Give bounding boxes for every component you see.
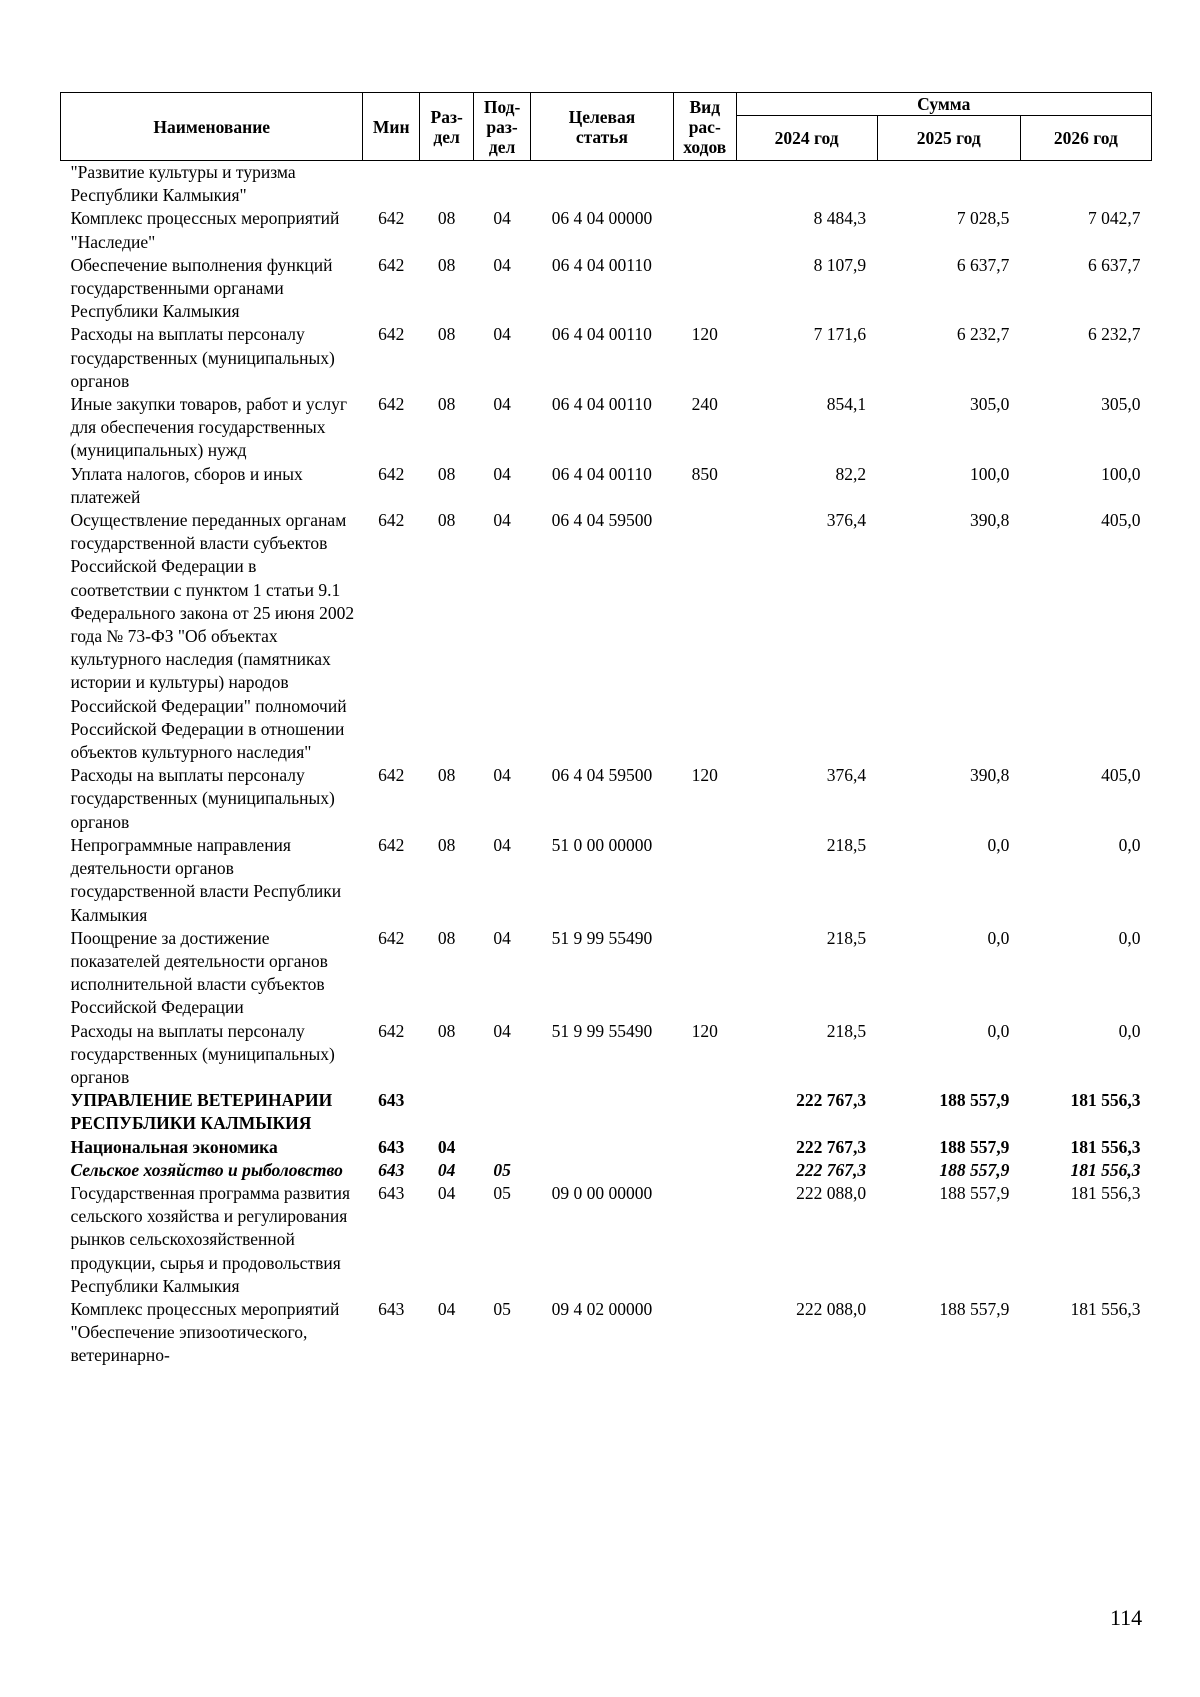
- table-row: [61, 254, 1152, 324]
- header-razdel: Раз- дел: [419, 93, 473, 161]
- cell-2026: 305,0: [1101, 394, 1141, 415]
- cell-2025: 7 028,5: [956, 208, 1010, 229]
- cell-2025: 6 637,7: [956, 254, 1010, 275]
- cell-2024: 376,4: [826, 765, 867, 786]
- cell-celevaya: [530, 1136, 673, 1159]
- cell-podrazdel: 04: [493, 463, 511, 484]
- cell-podrazdel: 04: [493, 1020, 511, 1041]
- cell-podrazdel: 04: [493, 254, 511, 275]
- cell-2026: 181 556,3: [1070, 1136, 1141, 1157]
- cell-podrazdel: 04: [493, 927, 511, 948]
- table-row: [61, 323, 1152, 393]
- cell-2024: 854,1: [826, 394, 867, 415]
- table-body: [61, 161, 1152, 1368]
- cell-celevaya: 51 9 99 55490: [551, 927, 653, 948]
- cell-2024: 7 171,6: [813, 324, 867, 345]
- cell-min: 642: [378, 927, 405, 948]
- cell-2026: 181 556,3: [1070, 1159, 1141, 1180]
- cell-vid: 120: [691, 324, 718, 345]
- cell-2026: 0,0: [1118, 834, 1141, 855]
- cell-vid: [674, 927, 737, 1020]
- cell-razdel: 08: [437, 1020, 456, 1041]
- cell-podrazdel: [474, 1136, 530, 1159]
- table-row: [61, 1089, 1152, 1135]
- cell-min: 642: [378, 765, 405, 786]
- cell-name: Расходы на выплаты персоналу государственных (муниципальных) органов: [70, 324, 335, 391]
- cell-razdel: 08: [437, 927, 456, 948]
- cell-min: 643: [378, 1090, 405, 1111]
- cell-razdel: 04: [437, 1182, 456, 1203]
- cell-name: Расходы на выплаты персоналу государственных (муниципальных) органов: [70, 1020, 335, 1087]
- table-row: [61, 393, 1152, 463]
- cell-2026: 181 556,3: [1070, 1090, 1141, 1111]
- cell-vid: [674, 1182, 737, 1298]
- cell-vid: [674, 1159, 737, 1182]
- cell-podrazdel: 04: [493, 510, 511, 531]
- cell-2025: 0,0: [987, 834, 1010, 855]
- cell-2024: 218,5: [826, 1020, 867, 1041]
- cell-razdel: [419, 1089, 473, 1135]
- cell-2026: 181 556,3: [1070, 1298, 1141, 1319]
- cell-2026: 6 232,7: [1088, 324, 1141, 345]
- cell-razdel: 08: [437, 208, 456, 229]
- cell-2024: 222 767,3: [796, 1090, 867, 1111]
- cell-name: Непрограммные направления деятельности органов государственной власти Республики Калмыкия: [70, 834, 342, 925]
- cell-celevaya: 09 0 00 00000: [551, 1182, 653, 1203]
- cell-vid: 850: [691, 463, 718, 484]
- cell-2026: 405,0: [1101, 765, 1141, 786]
- page-number: 114: [1110, 1605, 1143, 1630]
- cell-2026: 181 556,3: [1070, 1182, 1141, 1203]
- cell-2025: 305,0: [969, 394, 1010, 415]
- cell-celevaya: 06 4 04 00000: [551, 208, 653, 229]
- cell-vid: [674, 1089, 737, 1135]
- cell-2025: 188 557,9: [939, 1159, 1010, 1180]
- cell-podrazdel: [474, 1089, 530, 1135]
- cell-2026: [1020, 161, 1151, 208]
- cell-2025: 0,0: [987, 1020, 1010, 1041]
- cell-celevaya: 51 0 00 00000: [551, 834, 653, 855]
- cell-2024: 222 088,0: [796, 1182, 867, 1203]
- cell-vid: [674, 161, 737, 208]
- cell-2025: [877, 161, 1020, 208]
- cell-2026: 6 637,7: [1088, 254, 1141, 275]
- cell-2026: 0,0: [1118, 1020, 1141, 1041]
- cell-min: 643: [378, 1182, 405, 1203]
- header-year-2025: 2025 год: [877, 116, 1020, 161]
- cell-min: 642: [378, 254, 405, 275]
- cell-name: Поощрение за достижение показателей деятельности органов исполнительной власти субъектов Российской Федерации: [70, 927, 328, 1018]
- cell-razdel: 08: [437, 834, 456, 855]
- cell-razdel: 08: [437, 254, 456, 275]
- cell-2026: 0,0: [1118, 927, 1141, 948]
- cell-2025: 188 557,9: [939, 1136, 1010, 1157]
- cell-2024: 82,2: [835, 463, 867, 484]
- cell-2025: 100,0: [969, 463, 1010, 484]
- cell-podrazdel: 05: [493, 1159, 511, 1180]
- cell-celevaya: 06 4 04 00110: [551, 324, 652, 345]
- cell-vid: [674, 1136, 737, 1159]
- cell-vid: [674, 207, 737, 253]
- cell-podrazdel: 04: [493, 394, 511, 415]
- cell-2024: 376,4: [826, 510, 867, 531]
- cell-podrazdel: 04: [493, 834, 511, 855]
- cell-celevaya: [530, 1089, 673, 1135]
- table-row: [61, 927, 1152, 1020]
- cell-podrazdel: 04: [493, 208, 511, 229]
- cell-vid: 240: [691, 394, 718, 415]
- header-year-2024: 2024 год: [736, 116, 877, 161]
- cell-razdel: 08: [437, 510, 456, 531]
- cell-name: Обеспечение выполнения функций государственными органами Республики Калмыкия: [70, 254, 333, 322]
- cell-vid: [674, 509, 737, 764]
- cell-name: "Развитие культуры и туризма Республики Калмыкия": [70, 162, 296, 206]
- cell-2025: 0,0: [987, 927, 1010, 948]
- cell-2024: 222 088,0: [796, 1298, 867, 1319]
- cell-razdel: [419, 161, 473, 208]
- cell-name: Расходы на выплаты персоналу государственных (муниципальных) органов: [70, 765, 335, 832]
- cell-2024: 8 107,9: [813, 254, 867, 275]
- table-row: [61, 509, 1152, 764]
- cell-razdel: 08: [437, 394, 456, 415]
- cell-min: 642: [378, 324, 405, 345]
- table-row: [61, 1136, 1152, 1159]
- cell-razdel: 04: [437, 1136, 456, 1157]
- cell-min: 643: [378, 1298, 405, 1319]
- cell-name: Национальная экономика: [70, 1136, 278, 1157]
- cell-min: 642: [378, 510, 405, 531]
- cell-vid: 120: [691, 765, 718, 786]
- cell-razdel: 08: [437, 324, 456, 345]
- cell-name: Уплата налогов, сборов и иных платежей: [70, 463, 303, 507]
- cell-2024: 222 767,3: [796, 1159, 867, 1180]
- cell-celevaya: 09 4 02 00000: [551, 1298, 653, 1319]
- cell-celevaya: [530, 161, 673, 208]
- table-row: [61, 207, 1152, 253]
- cell-celevaya: 06 4 04 59500: [551, 510, 653, 531]
- cell-2024: 218,5: [826, 834, 867, 855]
- cell-2026: 405,0: [1101, 510, 1141, 531]
- cell-2025: 188 557,9: [939, 1090, 1010, 1111]
- cell-celevaya: 06 4 04 00110: [551, 394, 652, 415]
- cell-vid: [674, 1298, 737, 1368]
- header-celevaya: Целевая статья: [530, 93, 673, 161]
- cell-razdel: 08: [437, 463, 456, 484]
- header-vid: Вид рас- ходов: [674, 93, 737, 161]
- table-row: [61, 463, 1152, 509]
- cell-2025: 6 232,7: [956, 324, 1010, 345]
- cell-name: Комплекс процессных мероприятий "Наследие": [70, 208, 340, 252]
- table-row: [61, 1020, 1152, 1090]
- table-row: [61, 1298, 1152, 1368]
- table-row: [61, 161, 1152, 208]
- cell-celevaya: 51 9 99 55490: [551, 1020, 653, 1041]
- header-name: Наименование: [61, 93, 363, 161]
- table-row: [61, 834, 1152, 927]
- cell-name: Комплекс процессных мероприятий "Обеспечение эпизоотического, ветеринарно-: [70, 1298, 340, 1366]
- table-row: [61, 764, 1152, 834]
- cell-2024: 8 484,3: [813, 208, 867, 229]
- cell-razdel: 04: [437, 1159, 456, 1180]
- cell-min: 643: [378, 1136, 405, 1157]
- cell-2024: 222 767,3: [796, 1136, 867, 1157]
- cell-2026: 7 042,7: [1088, 208, 1141, 229]
- header-podrazdel: Под- раз- дел: [474, 93, 530, 161]
- cell-2025: 188 557,9: [939, 1182, 1010, 1203]
- cell-2024: 218,5: [826, 927, 867, 948]
- cell-name: Осуществление переданных органам государственной власти субъектов Российской Федерации в соответствии с пунктом 1 статьи 9.1 Федерального закона от 25 июня 2002 года № 73-ФЗ "Об объектах культурного наследия (памятниках истории и культуры) народов Российской Федерации" полномочий Российской Федерации в отношении объектов культурного наследия": [70, 510, 355, 763]
- cell-min: 642: [378, 463, 405, 484]
- cell-razdel: 08: [437, 765, 456, 786]
- cell-2025: 390,8: [969, 510, 1010, 531]
- cell-celevaya: [530, 1159, 673, 1182]
- cell-min: 642: [378, 834, 405, 855]
- table-row: [61, 1182, 1152, 1298]
- table-row: [61, 1159, 1152, 1182]
- cell-name: Государственная программа развития сельского хозяйства и регулирования рынков сельскохозяйственной продукции, сырья и продовольствия Республики Калмыкия: [70, 1182, 350, 1296]
- cell-vid: [674, 834, 737, 927]
- cell-vid: [674, 254, 737, 324]
- cell-vid: 120: [691, 1020, 718, 1041]
- cell-podrazdel: 04: [493, 765, 511, 786]
- cell-podrazdel: 04: [493, 324, 511, 345]
- cell-celevaya: 06 4 04 00110: [551, 463, 652, 484]
- cell-name: Иные закупки товаров, работ и услуг для обеспечения государственных (муниципальных) нужд: [70, 394, 348, 461]
- table-header: [61, 93, 1152, 161]
- cell-2026: 100,0: [1101, 463, 1141, 484]
- cell-razdel: 04: [437, 1298, 456, 1319]
- cell-min: 642: [378, 394, 405, 415]
- budget-table: [60, 92, 1152, 1368]
- cell-name: УПРАВЛЕНИЕ ВЕТЕРИНАРИИ РЕСПУБЛИКИ КАЛМЫКИЯ: [70, 1090, 333, 1134]
- header-summa: Сумма: [736, 93, 1152, 116]
- header-year-2026: 2026 год: [1020, 116, 1151, 161]
- cell-2024: [736, 161, 877, 208]
- cell-min: [363, 161, 419, 208]
- cell-min: 642: [378, 1020, 405, 1041]
- cell-2025: 188 557,9: [939, 1298, 1010, 1319]
- cell-podrazdel: 05: [493, 1182, 511, 1203]
- cell-2025: 390,8: [969, 765, 1010, 786]
- cell-name: Сельское хозяйство и рыболовство: [70, 1159, 343, 1180]
- budget-table-page: [60, 92, 1152, 1368]
- cell-celevaya: 06 4 04 59500: [551, 765, 653, 786]
- cell-podrazdel: [474, 161, 530, 208]
- cell-min: 642: [378, 208, 405, 229]
- cell-min: 643: [378, 1159, 405, 1180]
- header-min: Мин: [363, 93, 419, 161]
- cell-podrazdel: 05: [493, 1298, 511, 1319]
- cell-celevaya: 06 4 04 00110: [551, 254, 652, 275]
